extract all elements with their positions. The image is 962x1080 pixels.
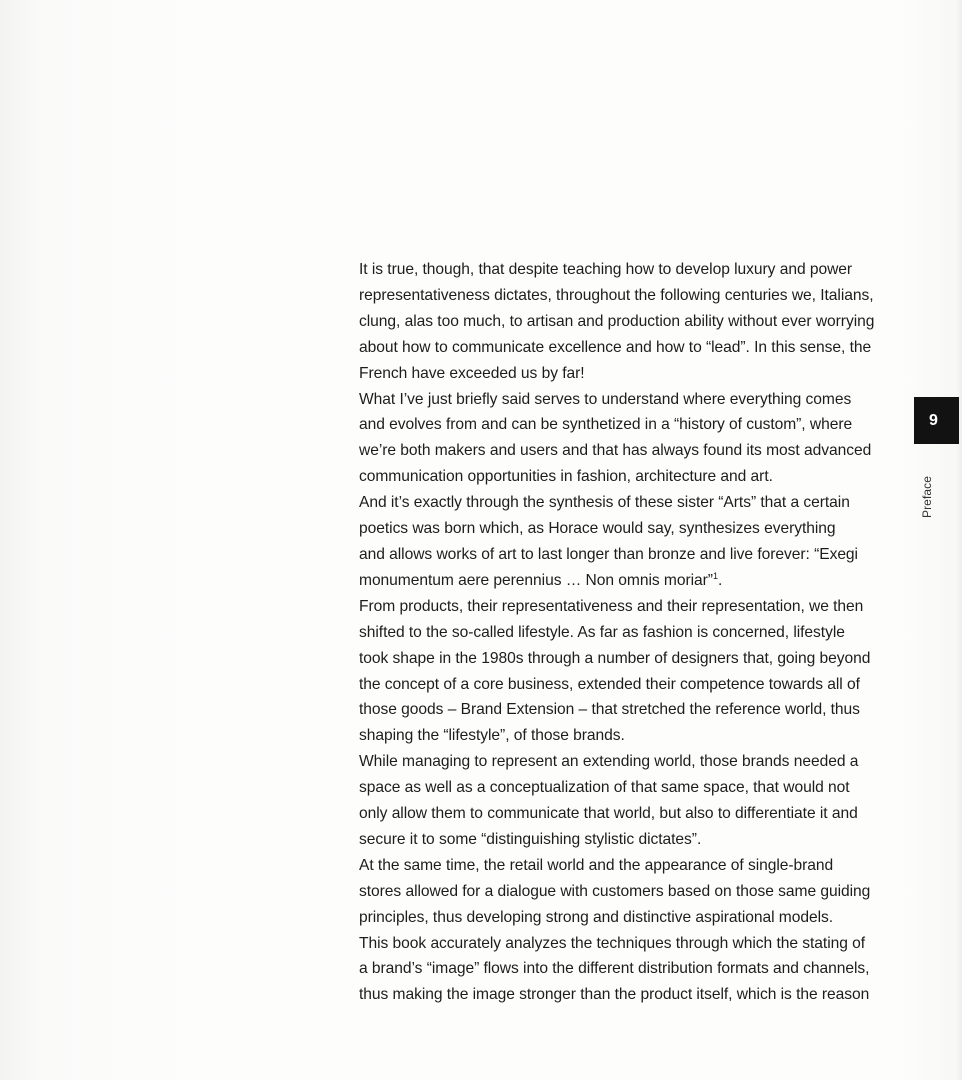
paragraph-4 xyxy=(359,594,904,749)
text-line: and allows works of art to last longer than bronze and live forever: “Exegi xyxy=(359,545,858,563)
text-line: a brand’s “image” flows into the different distribution formats and channels, xyxy=(359,960,870,978)
text-line: only allow them to communicate that world, but also to differentiate it and xyxy=(359,805,858,823)
text-line: took shape in the 1980s through a number of designers that, going beyond xyxy=(359,649,871,667)
text-line: shifted to the so-called lifestyle. As far as fashion is concerned, lifestyle xyxy=(359,623,845,641)
text-line: And it’s exactly through the synthesis of these sister “Arts” that a certain xyxy=(359,494,850,512)
text-line: While managing to represent an extending world, those brands needed a xyxy=(359,753,859,771)
text-line: thus making the image stronger than the product itself, which is the reason xyxy=(359,986,870,1004)
paragraph-6 xyxy=(359,853,904,931)
text-line: At the same time, the retail world and the appearance of single-brand xyxy=(359,856,834,874)
text-line-with-footnote xyxy=(359,568,904,594)
text-line: What I’ve just briefly said serves to understand where everything comes xyxy=(359,390,852,408)
text-line: those goods – Brand Extension – that stretched the reference world, thus xyxy=(359,701,860,719)
text-line: poetics was born which, as Horace would say, synthesizes everything xyxy=(359,520,836,538)
text-line: This book accurately analyzes the techniques through which the stating of xyxy=(359,934,866,952)
paragraph-1 xyxy=(359,257,904,387)
preface-body-text xyxy=(359,257,904,1008)
page-number-tab xyxy=(914,397,959,444)
footnote-reference: 1 xyxy=(712,570,718,581)
paragraph-2 xyxy=(359,387,904,491)
text-line: French have exceeded us by far! xyxy=(359,364,585,382)
footnote-tail: . xyxy=(717,571,723,589)
text-line: It is true, though, that despite teaching how to develop luxury and power xyxy=(359,261,853,278)
text-line: we’re both makers and users and that has always found its most advanced xyxy=(359,442,872,460)
section-label-text: Preface xyxy=(920,475,934,519)
text-line: clung, alas too much, to artisan and production ability without ever worrying xyxy=(359,312,875,330)
text-line: and evolves from and can be synthetized in a “history of custom”, where xyxy=(359,416,853,434)
text-line: stores allowed for a dialogue with customers based on those same guiding xyxy=(359,882,871,900)
text-line: space as well as a conceptualization of that same space, that would not xyxy=(359,779,850,797)
text-line: shaping the “lifestyle”, of those brands. xyxy=(359,727,625,745)
text-line: From products, their representativeness and their representation, we then xyxy=(359,597,864,615)
page-number: 9 xyxy=(929,411,938,429)
paragraph-5 xyxy=(359,749,904,853)
page-edge-shadow xyxy=(956,0,962,1080)
text-line: secure it to some “distinguishing stylistic dictates”. xyxy=(359,830,702,848)
text-line: representativeness dictates, throughout the following centuries we, Italians, xyxy=(359,286,874,304)
text-line: principles, thus developing strong and distinctive aspirational models. xyxy=(359,908,834,926)
text-line: communication opportunities in fashion, architecture and art. xyxy=(359,468,773,486)
paragraph-7 xyxy=(359,931,904,1009)
text-line: the concept of a core business, extended their competence towards all of xyxy=(359,675,860,693)
paragraph-3 xyxy=(359,490,904,594)
text-line-content: monumentum aere perennius … Non omnis moriar” xyxy=(359,571,713,589)
text-line: about how to communicate excellence and how to “lead”. In this sense, the xyxy=(359,338,872,356)
